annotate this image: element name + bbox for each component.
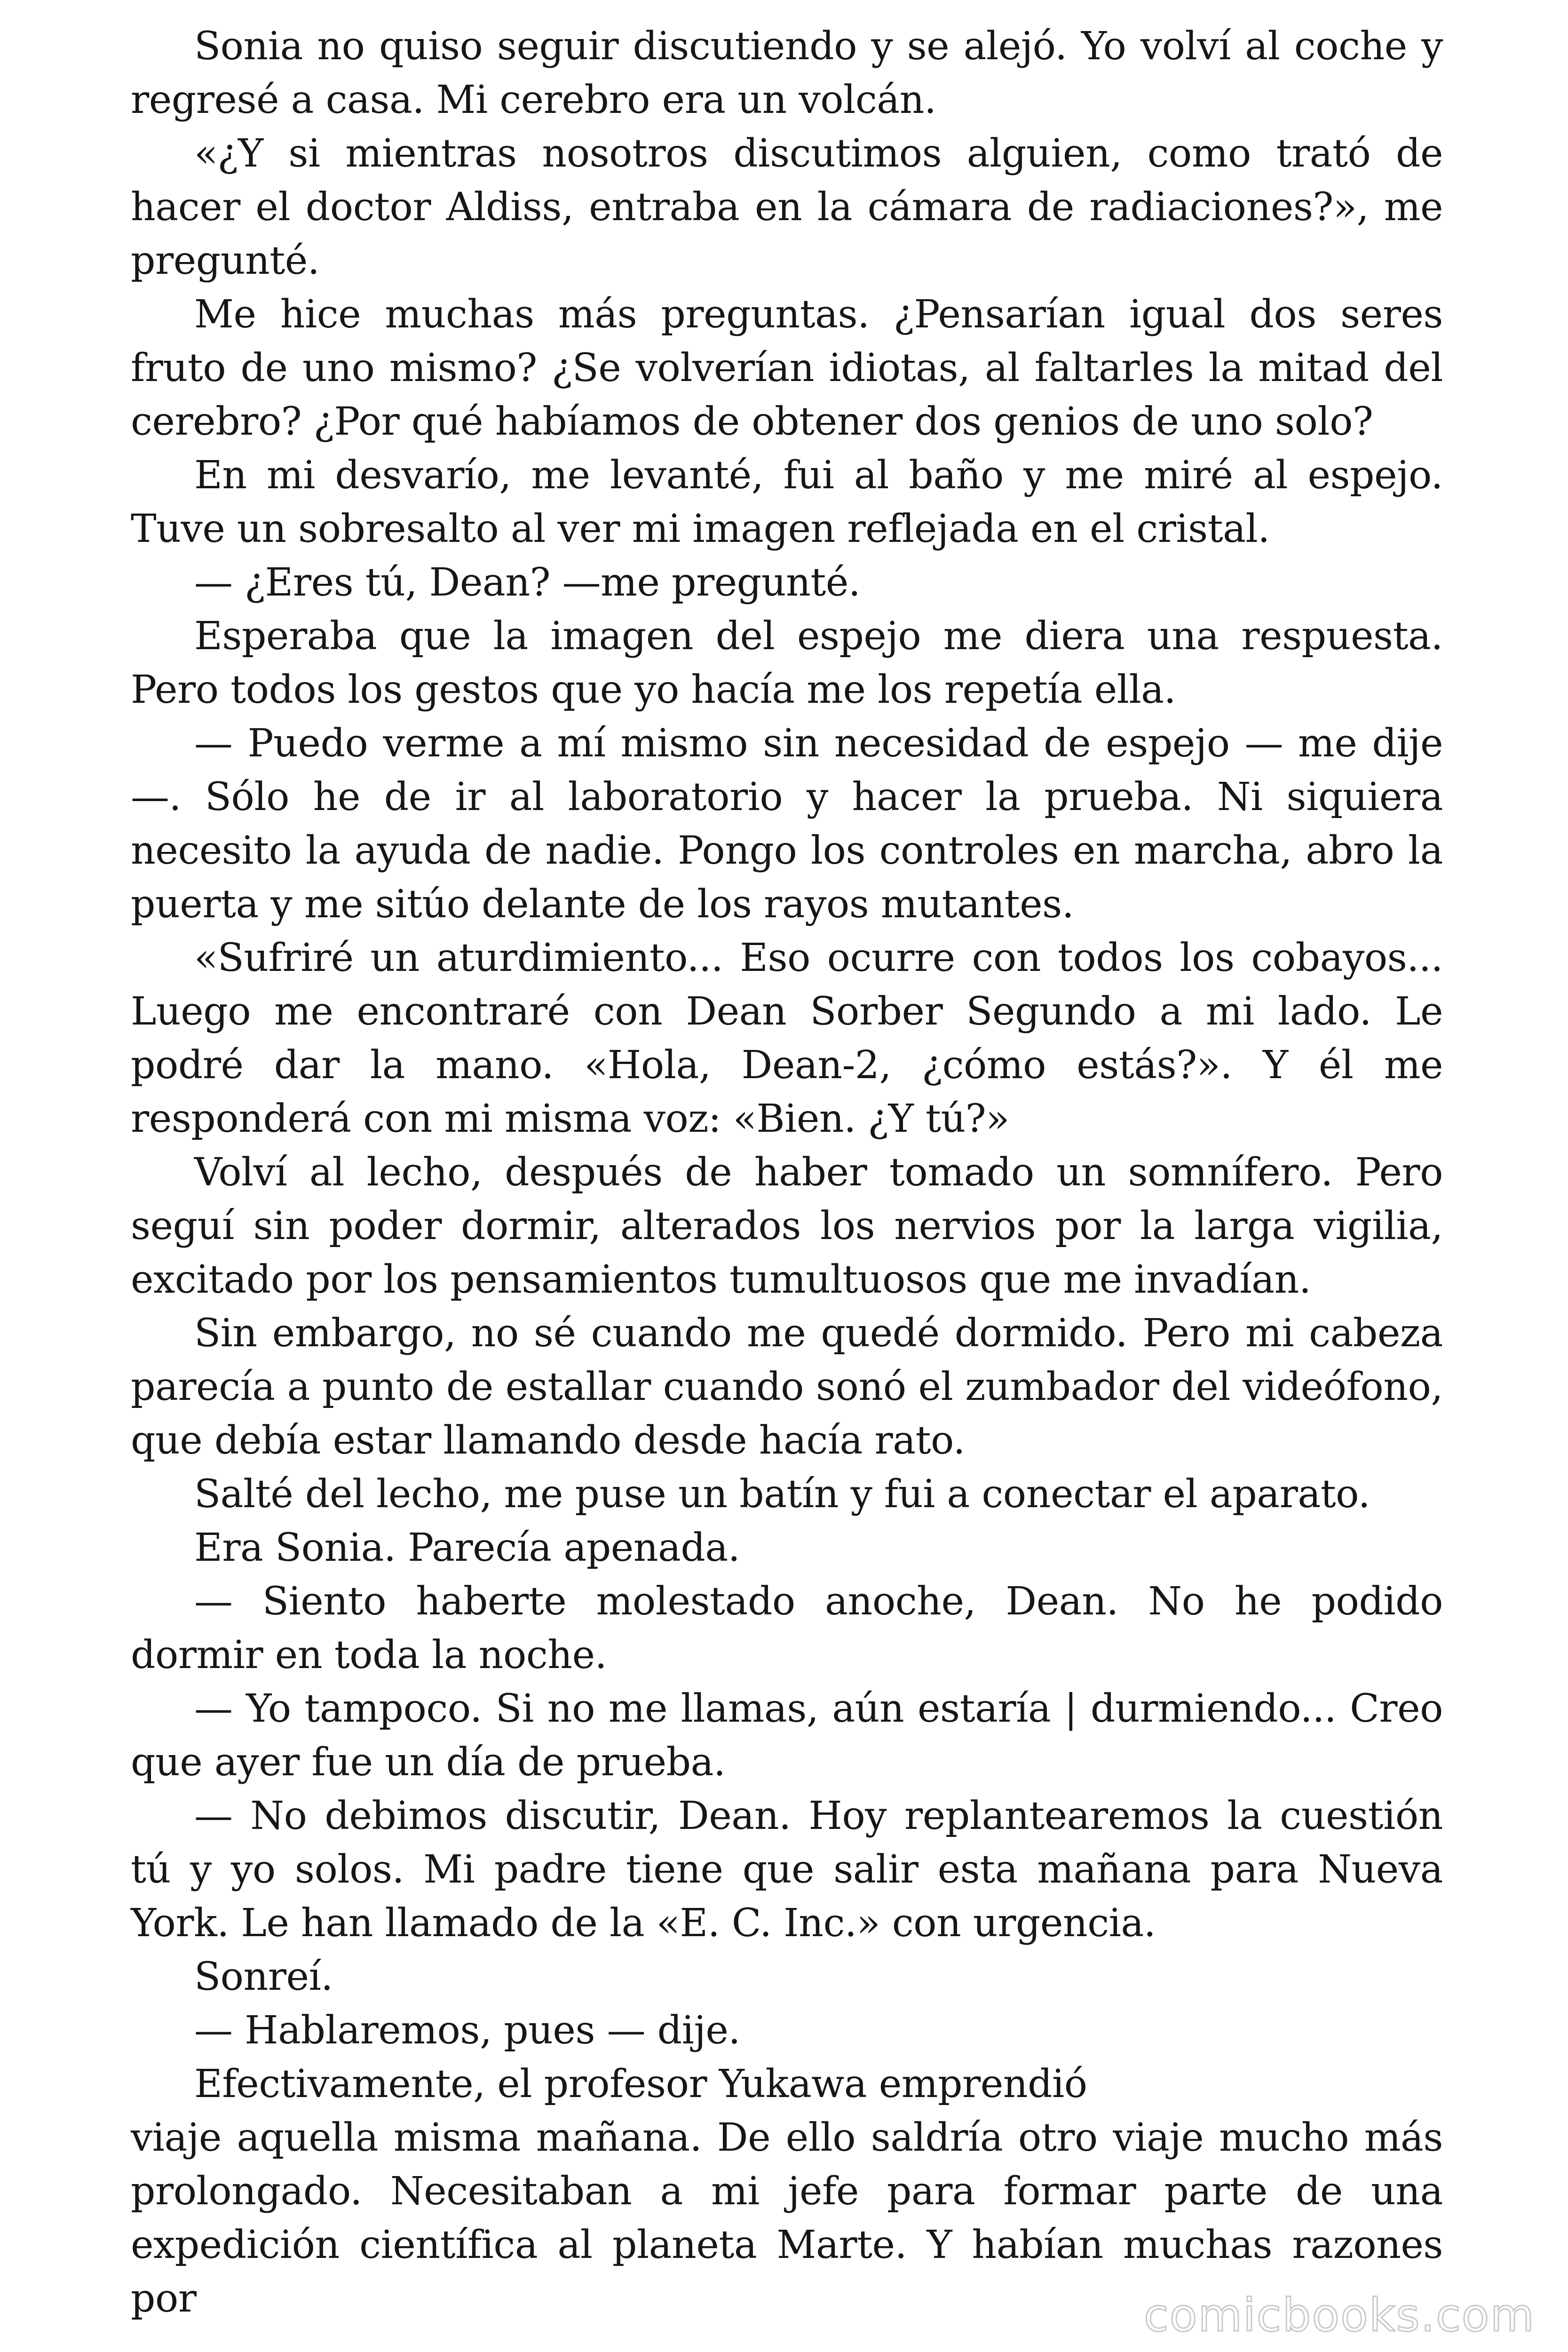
paragraph-8: «Sufriré un aturdimiento... Eso ocurre con todos los cobayos... Luego me encontraré con Dean Sorber Segundo a mi lado. Le podré dar la mano. «Hola, Dean-2, ¿cómo estás?». Y él me responderá con mi misma voz: «Bien. ¿Y tú?» xyxy=(131,936,1443,1141)
paragraph-7: — Puedo verme a mí mismo sin necesidad de espejo — me dije —. Sólo he de ir al laboratorio y hacer la prueba. Ni siquiera necesito la ayuda de nadie. Pongo los controles en marcha, abro la puerta y me sitúo delante de los rayos mutantes. xyxy=(131,721,1443,927)
paragraph-10: Sin embargo, no sé cuando me quedé dormido. Pero mi cabeza parecía a punto de estallar cuando sonó el zumbador del videófono, que debía estar llamando desde hacía rato. xyxy=(131,1311,1443,1463)
paragraph-14: — Yo tampoco. Si no me llamas, aún estaría | durmiendo... Creo que ayer fue un día de prueba. xyxy=(131,1686,1443,1785)
paragraph-6: Esperaba que la imagen del espejo me diera una respuesta. Pero todos los gestos que yo hacía me los repetía ella. xyxy=(131,614,1443,712)
paragraph-5: — ¿Eres tú, Dean? —me pregunté. xyxy=(194,560,861,605)
paragraph-9: Volví al lecho, después de haber tomado un somnífero. Pero seguí sin poder dormir, alterados los nervios por la larga vigilia, excitado por los pensamientos tumultuosos que me invadían. xyxy=(131,1150,1443,1302)
paragraph-3: Me hice muchas más preguntas. ¿Pensarían igual dos seres fruto de uno mismo? ¿Se volverían idiotas, al faltarles la mitad del cerebro? ¿Por qué habíamos de obtener dos genios de uno solo? xyxy=(131,292,1443,444)
paragraph-15: — No debimos discutir, Dean. Hoy replantearemos la cuestión tú y yo solos. Mi padre tiene que salir esta mañana para Nueva York. Le han llamado de la «E. C. Inc.» con urgencia. xyxy=(131,1794,1443,1946)
paragraph-2: «¿Y si mientras nosotros discutimos alguien, como trató de hacer el doctor Aldiss, entraba en la cámara de radiaciones?», me pregunté. xyxy=(131,131,1443,283)
paragraph-12: Era Sonia. Parecía apenada. xyxy=(194,1526,740,1570)
paragraph-19: viaje aquella misma mañana. De ello saldría otro viaje mucho más prolongado. Necesitaban a mi jefe para formar parte de una expedición científica al planeta Marte. Y habían muchas razones por xyxy=(131,2115,1443,2321)
paragraph-1: Sonia no quiso seguir discutiendo y se alejó. Yo volví al coche y regresé a casa. Mi cerebro era un volcán. xyxy=(131,24,1443,122)
book-page xyxy=(131,20,1443,2326)
watermark: comicbooks.com xyxy=(1143,2289,1535,2342)
paragraph-18: Efectivamente, el profesor Yukawa emprendió xyxy=(194,2062,1087,2106)
paragraph-16: Sonreí. xyxy=(194,1955,333,1999)
paragraph-13: — Siento haberte molestado anoche, Dean. No he podido dormir en toda la noche. xyxy=(131,1579,1443,1677)
paragraph-4: En mi desvarío, me levanté, fui al baño y me miré al espejo. Tuve un sobresalto al ver mi imagen reflejada en el cristal. xyxy=(131,453,1443,551)
paragraph-11: Salté del lecho, me puse un batín y fui a conectar el aparato. xyxy=(194,1472,1370,1517)
paragraph-17: — Hablaremos, pues — dije. xyxy=(194,2008,740,2053)
